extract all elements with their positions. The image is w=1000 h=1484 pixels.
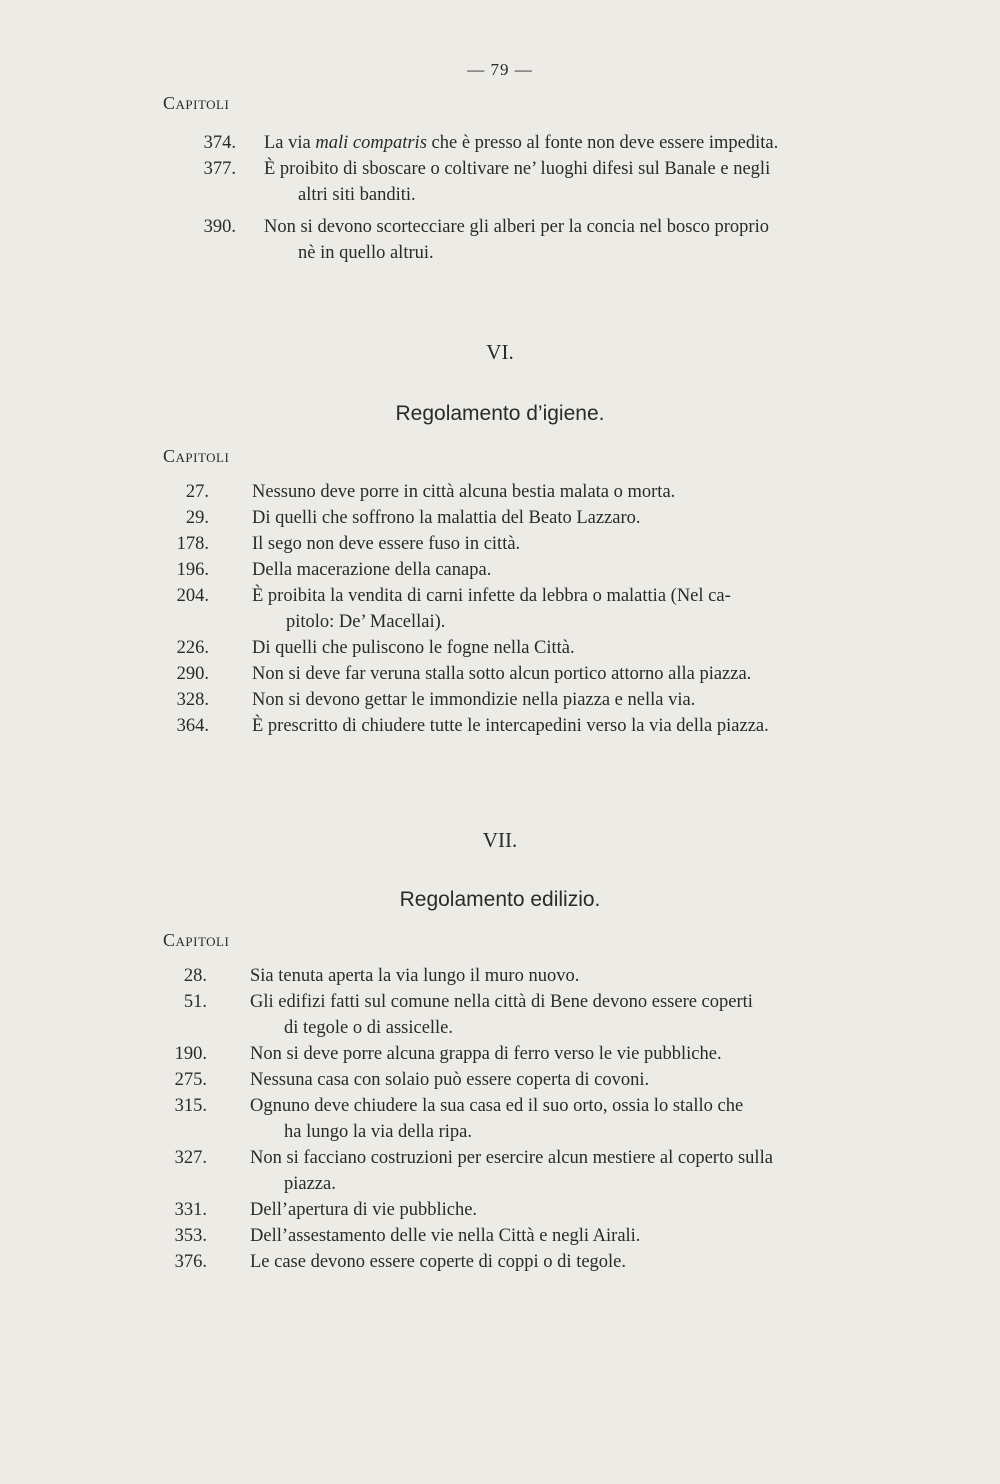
list-item xyxy=(0,713,1000,739)
list-item xyxy=(0,156,1000,208)
section-numeral-vii: VII. xyxy=(482,828,518,852)
entries-vii xyxy=(0,963,1000,1275)
entry-text: Nessuna casa con solaio può essere coperta di covoni. xyxy=(250,1070,650,1090)
entry-text: La via mali compatris che è presso al fonte non deve essere impedita. xyxy=(264,133,779,153)
list-item xyxy=(0,531,1000,557)
list-item xyxy=(0,130,1000,156)
chapter-number: 290. xyxy=(176,664,209,684)
list-item xyxy=(0,1223,1000,1249)
list-item xyxy=(0,661,1000,687)
list-item xyxy=(0,1249,1000,1275)
chapter-number: 27. xyxy=(185,482,209,502)
list-item xyxy=(0,1145,1000,1197)
entry-text: Gli edifizi fatti sul comune nella città di Bene devono essere coperti di tegole o di assicelle. xyxy=(250,992,753,1038)
entry-text: Ognuno deve chiudere la sua casa ed il suo orto, ossia lo stallo che ha lungo la via della ripa. xyxy=(250,1096,744,1142)
entry-text: È proibita la vendita di carni infette da lebbra o malattia (Nel ca- pitolo: De’ Macellai). xyxy=(252,586,731,632)
chapter-number: 353. xyxy=(174,1226,207,1246)
chapter-number: 275. xyxy=(174,1070,207,1090)
entry-text: Non si deve porre alcuna grappa di ferro verso le vie pubbliche. xyxy=(250,1044,722,1064)
list-item xyxy=(0,505,1000,531)
entry-text: Non si facciano costruzioni per esercire alcun mestiere al coperto sulla piazza. xyxy=(250,1148,773,1194)
chapter-number: 374. xyxy=(203,133,236,153)
list-item xyxy=(0,479,1000,505)
capitoli-label-vi: Capitoli xyxy=(163,446,230,466)
chapter-number: 327. xyxy=(174,1148,207,1168)
list-item xyxy=(0,1067,1000,1093)
page-number: — 79 — xyxy=(467,60,533,79)
entries-top xyxy=(0,130,1000,266)
chapter-number: 190. xyxy=(174,1044,207,1064)
chapter-number: 377. xyxy=(203,159,236,179)
entry-text: Dell’apertura di vie pubbliche. xyxy=(250,1200,478,1220)
entry-text: È prescritto di chiudere tutte le intercapedini verso la via della piazza. xyxy=(252,716,769,736)
entry-text: Di quelli che puliscono le fogne nella Città. xyxy=(252,638,575,658)
entry-text: Il sego non deve essere fuso in città. xyxy=(252,534,521,554)
entry-text: Non si devono scortecciare gli alberi per la concia nel bosco proprio nè in quello altrui. xyxy=(264,217,769,263)
entry-text: Non si devono gettar le immondizie nella piazza e nella via. xyxy=(252,690,696,710)
entry-text: Di quelli che soffrono la malattia del Beato Lazzaro. xyxy=(252,508,641,528)
chapter-number: 376. xyxy=(174,1252,207,1272)
entry-text: Sia tenuta aperta la via lungo il muro nuovo. xyxy=(250,966,580,986)
section-title-edilizio: Regolamento edilizio. xyxy=(399,888,601,911)
chapter-number: 28. xyxy=(183,966,207,986)
list-item xyxy=(0,1041,1000,1067)
chapter-number: 328. xyxy=(176,690,209,710)
entry-text: Le case devono essere coperte di coppi o di tegole. xyxy=(250,1252,627,1272)
capitoli-label-top: Capitoli xyxy=(163,93,230,113)
list-item xyxy=(0,687,1000,713)
chapter-number: 51. xyxy=(183,992,207,1012)
entries-vi xyxy=(0,479,1000,739)
chapter-number: 29. xyxy=(185,508,209,528)
entry-text: Non si deve far veruna stalla sotto alcun portico attorno alla piazza. xyxy=(252,664,752,684)
capitoli-label-vii: Capitoli xyxy=(163,930,230,950)
chapter-number: 204. xyxy=(176,586,209,606)
list-item xyxy=(0,583,1000,635)
list-item xyxy=(0,963,1000,989)
entry-text: Dell’assestamento delle vie nella Città e negli Airali. xyxy=(250,1226,641,1246)
list-item xyxy=(0,214,1000,266)
section-title-igiene: Regolamento d’igiene. xyxy=(395,402,605,425)
chapter-number: 196. xyxy=(176,560,209,580)
list-item xyxy=(0,989,1000,1041)
chapter-number: 331. xyxy=(174,1200,207,1220)
chapter-number: 390. xyxy=(203,217,236,237)
list-item xyxy=(0,1093,1000,1145)
chapter-number: 364. xyxy=(176,716,209,736)
list-item xyxy=(0,635,1000,661)
section-numeral-vi: VI. xyxy=(486,340,514,364)
chapter-number: 226. xyxy=(176,638,209,658)
chapter-number: 315. xyxy=(174,1096,207,1116)
list-item xyxy=(0,1197,1000,1223)
entry-text: Nessuno deve porre in città alcuna bestia malata o morta. xyxy=(252,482,676,502)
chapter-number: 178. xyxy=(176,534,209,554)
list-item xyxy=(0,557,1000,583)
entry-text: È proibito di sboscare o coltivare ne’ luoghi difesi sul Banale e negli altri siti banditi. xyxy=(264,159,771,205)
entry-text: Della macerazione della canapa. xyxy=(252,560,492,580)
